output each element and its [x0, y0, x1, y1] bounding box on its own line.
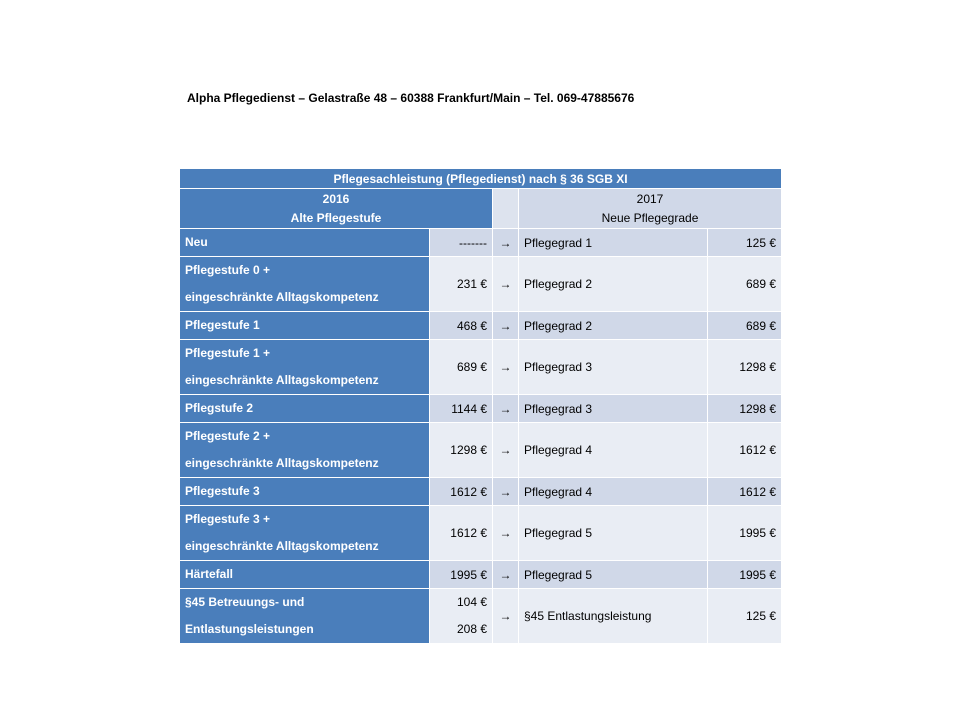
new-amount: 1612 € [708, 423, 782, 478]
new-subtitle: Neue Pflegegrade [601, 210, 699, 225]
old-level-label [180, 561, 430, 589]
arrow-right-icon: → [493, 229, 519, 257]
care-benefits-table [179, 168, 782, 644]
arrow-right-icon: → [493, 340, 519, 395]
old-amount-2: 208 € [456, 622, 487, 636]
header-spacer [493, 189, 519, 229]
old-level-line-1: Pflegestufe 3 [185, 484, 260, 498]
old-amount: 1612 € [430, 478, 493, 506]
old-level-line-1: Pflegestufe 0 + [185, 263, 271, 277]
arrow-right-icon: → [493, 589, 519, 644]
arrow-right-icon: → [493, 423, 519, 478]
arrow-right-icon: → [493, 312, 519, 340]
new-amount: 1298 € [708, 340, 782, 395]
old-level-label [180, 257, 430, 312]
table-title: Pflegesachleistung (Pflegedienst) nach § 36 SGB XI [180, 169, 782, 189]
new-system-header [519, 189, 782, 229]
table-row [180, 589, 782, 644]
new-amount: 1995 € [708, 561, 782, 589]
new-grade: Pflegegrad 2 [519, 257, 708, 312]
old-level-line-1: Pflegstufe 2 [185, 401, 254, 415]
table-row [180, 229, 782, 257]
old-level-line-2: eingeschränkte Alltagskompetenz [185, 290, 379, 304]
new-amount: 125 € [708, 589, 782, 644]
old-subtitle: Alte Pflegestufe [290, 210, 382, 225]
old-level-line-1: Pflegestufe 1 [185, 318, 260, 332]
new-grade: Pflegegrad 1 [519, 229, 708, 257]
old-level-label [180, 423, 430, 478]
old-level-line-1: §45 Betreuungs- und [185, 595, 305, 609]
table-row [180, 423, 782, 478]
arrow-right-icon: → [493, 506, 519, 561]
new-amount: 689 € [708, 257, 782, 312]
table-row [180, 506, 782, 561]
new-grade: Pflegegrad 3 [519, 395, 708, 423]
table-row [180, 340, 782, 395]
arrow-right-icon: → [493, 257, 519, 312]
table-row [180, 478, 782, 506]
arrow-right-icon: → [493, 478, 519, 506]
company-address-line: Alpha Pflegedienst – Gelastraße 48 – 60388 Frankfurt/Main – Tel. 069-47885676 [187, 91, 635, 105]
new-grade: §45 Entlastungsleistung [519, 589, 708, 644]
old-amount: ------- [430, 229, 493, 257]
old-level-line-2: eingeschränkte Alltagskompetenz [185, 456, 379, 470]
table-row [180, 312, 782, 340]
old-level-label [180, 506, 430, 561]
old-amount: 1995 € [430, 561, 493, 589]
new-grade: Pflegegrad 4 [519, 423, 708, 478]
new-grade: Pflegegrad 5 [519, 506, 708, 561]
old-year: 2016 [322, 191, 350, 206]
new-amount: 1995 € [708, 506, 782, 561]
old-amount: 468 € [430, 312, 493, 340]
old-level-line-1: Pflegestufe 1 + [185, 346, 271, 360]
new-grade: Pflegegrad 4 [519, 478, 708, 506]
new-amount: 1612 € [708, 478, 782, 506]
old-level-line-2: eingeschränkte Alltagskompetenz [185, 373, 379, 387]
table-row [180, 395, 782, 423]
old-amount: 1612 € [430, 506, 493, 561]
new-amount: 125 € [708, 229, 782, 257]
old-amount: 1298 € [430, 423, 493, 478]
old-level-line-2: Entlastungsleistungen [185, 622, 314, 636]
old-level-line-1: Pflegestufe 3 + [185, 512, 271, 526]
old-level-label [180, 589, 430, 644]
old-amount: 689 € [430, 340, 493, 395]
old-level-label [180, 478, 430, 506]
old-level-line-1: Härtefall [185, 567, 234, 581]
new-grade: Pflegegrad 2 [519, 312, 708, 340]
old-level-label [180, 340, 430, 395]
table-row [180, 561, 782, 589]
old-amount-1: 104 € [456, 595, 487, 609]
old-amount: 1144 € [430, 395, 493, 423]
new-grade: Pflegegrad 5 [519, 561, 708, 589]
arrow-right-icon: → [493, 395, 519, 423]
new-amount: 1298 € [708, 395, 782, 423]
old-level-label [180, 395, 430, 423]
arrow-right-icon: → [493, 561, 519, 589]
new-year: 2017 [636, 191, 664, 206]
old-amount [430, 589, 493, 644]
old-level-label [180, 312, 430, 340]
new-grade: Pflegegrad 3 [519, 340, 708, 395]
old-system-header [180, 189, 493, 229]
old-level-label [180, 229, 430, 257]
old-level-line-1: Neu [185, 235, 208, 249]
old-amount: 231 € [430, 257, 493, 312]
new-amount: 689 € [708, 312, 782, 340]
old-level-line-1: Pflegestufe 2 + [185, 429, 271, 443]
old-level-line-2: eingeschränkte Alltagskompetenz [185, 539, 379, 553]
table-row [180, 257, 782, 312]
